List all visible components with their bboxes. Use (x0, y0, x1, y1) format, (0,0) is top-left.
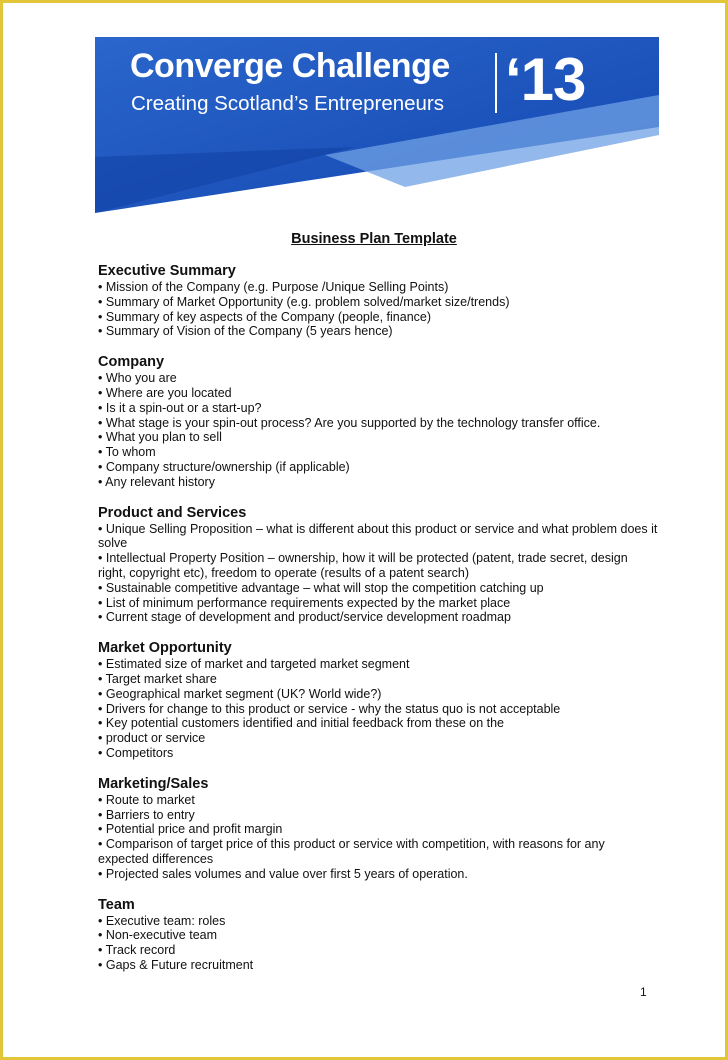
bullet-list (98, 522, 658, 626)
list-item: • What you plan to sell (98, 430, 658, 445)
bullet-list (98, 657, 658, 761)
section-company (98, 353, 658, 489)
list-item: • List of minimum performance requirements expected by the market place (98, 596, 658, 611)
section-team (98, 896, 658, 973)
bullet-list (98, 914, 658, 973)
list-item: • Who you are (98, 371, 658, 386)
list-item: • Key potential customers identified and initial feedback from these on the (98, 716, 658, 731)
list-item: • Competitors (98, 746, 658, 761)
banner-year: ‘13 (505, 46, 586, 113)
section-heading: Company (98, 354, 165, 371)
section-heading: Marketing/Sales (98, 775, 209, 792)
list-item: • Company structure/ownership (if applicable) (98, 460, 658, 475)
banner-title: Converge Challenge (130, 47, 450, 85)
banner-subtitle: Creating Scotland’s Entrepreneurs (131, 92, 444, 115)
list-item: • Summary of Market Opportunity (e.g. problem solved/market size/trends) (98, 295, 658, 310)
list-item: • Comparison of target price of this product or service with competition, with reasons for any expected differences (98, 837, 658, 867)
banner-divider (495, 53, 497, 113)
section-heading: Team (98, 896, 135, 913)
list-item: • product or service (98, 731, 658, 746)
list-item: • Mission of the Company (e.g. Purpose /Unique Selling Points) (98, 280, 658, 295)
list-item: • Projected sales volumes and value over first 5 years of operation. (98, 867, 658, 882)
list-item: • Summary of key aspects of the Company (people, finance) (98, 310, 658, 325)
list-item: • Intellectual Property Position – ownership, how it will be protected (patent, trade secret, design right, copyright etc), freedom to operate (results of a patent search) (98, 551, 658, 581)
list-item: • Gaps & Future recruitment (98, 958, 658, 973)
section-marketing-sales (98, 775, 658, 882)
list-item: • Potential price and profit margin (98, 822, 658, 837)
section-heading: Executive Summary (98, 263, 236, 279)
section-heading: Product and Services (98, 504, 247, 521)
section-product-and-services (98, 504, 658, 626)
list-item: • Where are you located (98, 386, 658, 401)
document-title: Business Plan Template (291, 231, 457, 247)
list-item: • Unique Selling Proposition – what is different about this product or service and what problem does it solve (98, 522, 658, 552)
list-item: • Geographical market segment (UK? World wide?) (98, 687, 658, 702)
section-executive-summary (98, 262, 658, 339)
list-item: • To whom (98, 445, 658, 460)
bullet-list (98, 793, 658, 882)
bullet-list (98, 371, 658, 489)
page-number: 1 (640, 985, 647, 999)
bullet-list (98, 280, 658, 339)
list-item: • Summary of Vision of the Company (5 years hence) (98, 324, 658, 339)
document-body (98, 262, 658, 987)
list-item: • Current stage of development and product/service development roadmap (98, 610, 658, 625)
list-item: • Executive team: roles (98, 914, 658, 929)
section-heading: Market Opportunity (98, 640, 232, 657)
section-market-opportunity (98, 639, 658, 761)
list-item: • Track record (98, 943, 658, 958)
list-item: • Drivers for change to this product or service - why the status quo is not acceptable (98, 702, 658, 717)
list-item: • Is it a spin-out or a start-up? (98, 401, 658, 416)
list-item: • Non-executive team (98, 928, 658, 943)
list-item: • Barriers to entry (98, 808, 658, 823)
list-item: • Route to market (98, 793, 658, 808)
list-item: • Sustainable competitive advantage – what will stop the competition catching up (98, 581, 658, 596)
list-item: • Estimated size of market and targeted market segment (98, 657, 658, 672)
header-banner (95, 37, 659, 213)
list-item: • Target market share (98, 672, 658, 687)
list-item: • What stage is your spin-out process? Are you supported by the technology transfer office. (98, 416, 658, 431)
list-item: • Any relevant history (98, 475, 658, 490)
